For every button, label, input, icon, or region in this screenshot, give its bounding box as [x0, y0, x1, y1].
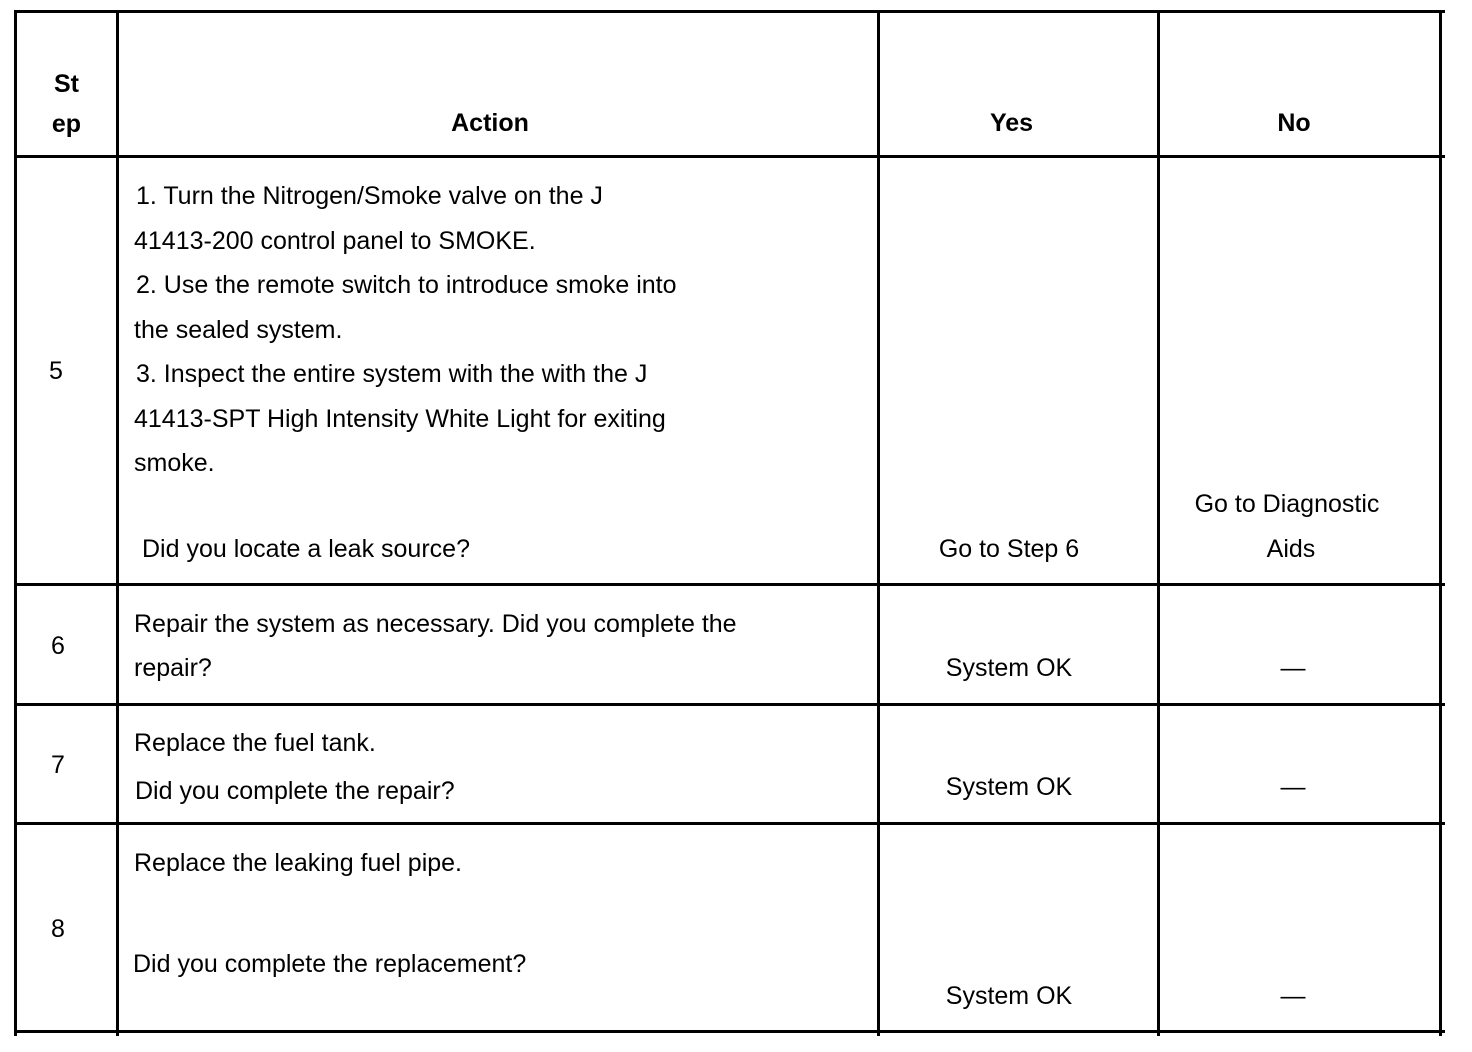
table-border-right	[1439, 10, 1442, 1036]
header-action: Action	[451, 109, 529, 137]
row-divider	[14, 703, 1445, 706]
step-number: 7	[51, 751, 65, 779]
action-line: 2. Use the remote switch to introduce smoke into	[136, 271, 677, 299]
header-no: No	[1277, 109, 1311, 137]
column-divider	[116, 10, 119, 1036]
action-line: Did you complete the repair?	[135, 777, 455, 805]
no-result: —	[1280, 773, 1306, 801]
action-line: smoke.	[134, 449, 215, 477]
action-line: 3. Inspect the entire system with the with the J	[136, 360, 648, 388]
yes-result: System OK	[945, 773, 1073, 801]
header-step-line1: St	[54, 70, 79, 98]
header-step	[17, 69, 116, 139]
action-line: Repair the system as necessary. Did you complete the	[134, 610, 737, 638]
yes-result: Go to Step 6	[938, 535, 1080, 563]
column-divider	[877, 10, 880, 1036]
action-question: Did you locate a leak source?	[142, 535, 470, 563]
action-line: Replace the leaking fuel pipe.	[134, 849, 463, 877]
table-border-top	[14, 10, 1445, 13]
column-divider	[1157, 10, 1160, 1036]
no-result-line2: Aids	[1266, 535, 1316, 563]
row-divider	[14, 822, 1445, 825]
row-divider	[14, 583, 1445, 586]
no-result-line1: Go to Diagnostic	[1194, 490, 1380, 518]
action-line: the sealed system.	[134, 316, 343, 344]
table-border-bottom	[14, 1030, 1445, 1033]
yes-result: System OK	[945, 654, 1073, 682]
step-number: 8	[51, 915, 65, 943]
action-line: 41413-SPT High Intensity White Light for exiting	[134, 405, 666, 433]
action-line: Replace the fuel tank.	[134, 729, 376, 757]
yes-result: System OK	[945, 982, 1073, 1010]
table-border-left	[14, 10, 17, 1036]
action-line: 41413-200 control panel to SMOKE.	[134, 227, 536, 255]
action-line: repair?	[134, 654, 212, 682]
header-yes: Yes	[989, 109, 1034, 137]
header-divider	[14, 155, 1445, 158]
step-number: 5	[49, 357, 63, 385]
no-result: —	[1280, 654, 1306, 682]
step-number: 6	[51, 632, 65, 660]
action-line: Did you complete the replacement?	[133, 950, 527, 978]
action-line: 1. Turn the Nitrogen/Smoke valve on the J	[136, 182, 603, 210]
header-step-line2: ep	[51, 110, 82, 138]
no-result: —	[1280, 982, 1306, 1010]
